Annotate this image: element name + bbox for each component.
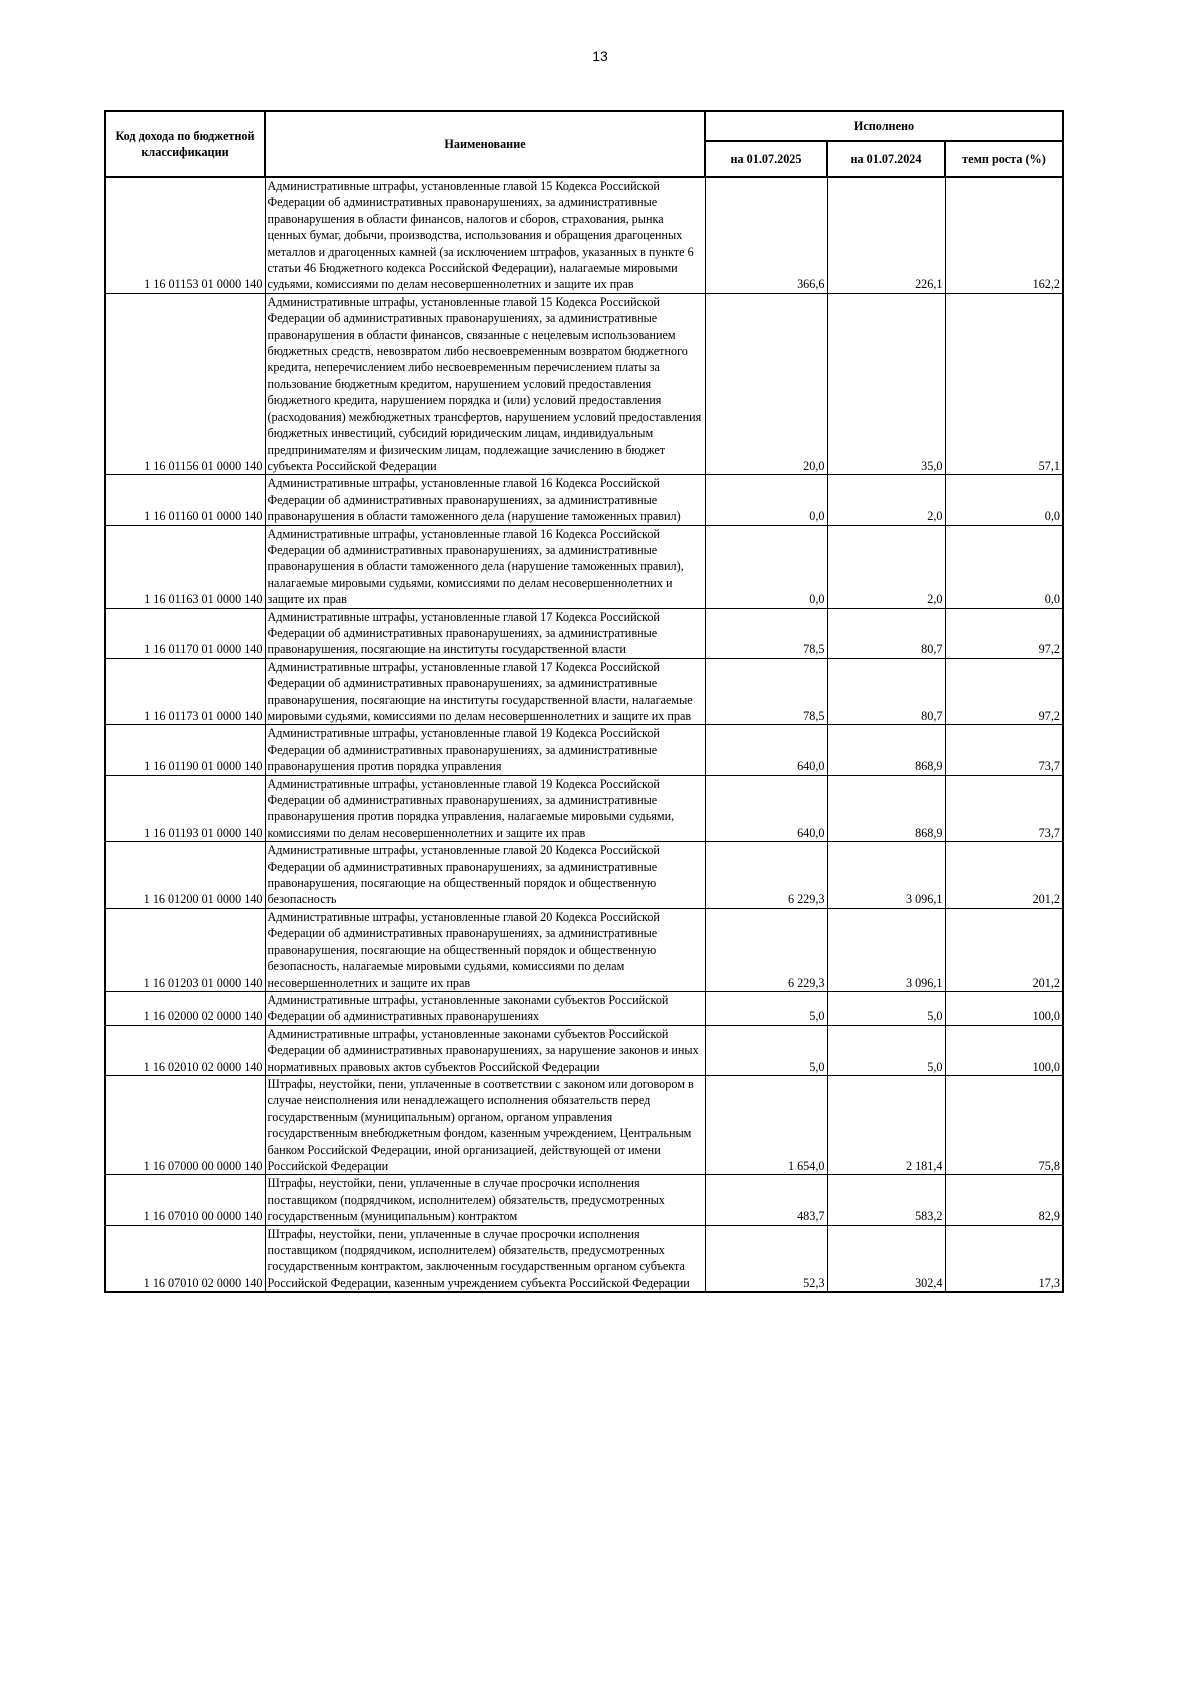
row-value-2024: 3 096,1 [827,842,945,909]
row-code: 1 16 01190 01 0000 140 [105,725,265,775]
header-date-2025: на 01.07.2025 [705,141,827,177]
table-row [105,1225,1063,1292]
row-name: Административные штрафы, установленные главой 15 Кодекса Российской Федерации об административных правонарушениях, за административные правонарушения в области финансов, связанные с нецелевым использованием бюджетных средств, невозвратом либо несвоевременным возвратом бюджетного кредита, неперечислением либо несвоевременным перечислением платы за пользование бюджетным кредитом, нарушением условий предоставления бюджетного кредита, нарушением порядка и (или) условий предоставления (расходования) межбюджетных трансфертов, нарушением условий предоставления бюджетных инвестиций, субсидий юридическим лицам, индивидуальным предпринимателям и физическим лицам, подлежащие зачислению в бюджет субъекта Российской Федерации [265,293,705,474]
table-row [105,1025,1063,1075]
row-code: 1 16 01156 01 0000 140 [105,293,265,474]
table-row [105,908,1063,991]
table-row [105,475,1063,525]
row-value-2024: 80,7 [827,658,945,725]
row-code: 1 16 07010 02 0000 140 [105,1225,265,1292]
row-value-2024: 302,4 [827,1225,945,1292]
row-name: Административные штрафы, установленные главой 19 Кодекса Российской Федерации об административных правонарушениях, за административные правонарушения против порядка управления, налагаемые мировыми судьями, комиссиями по делам несовершеннолетних и защите их прав [265,775,705,842]
row-code: 1 16 02010 02 0000 140 [105,1025,265,1075]
table-row [105,842,1063,909]
table-row [105,725,1063,775]
revenue-table [104,110,1064,1293]
row-value-2024: 583,2 [827,1175,945,1225]
row-name: Административные штрафы, установленные главой 19 Кодекса Российской Федерации об административных правонарушениях, за административные правонарушения против порядка управления [265,725,705,775]
row-value-2024: 2,0 [827,525,945,608]
row-name: Административные штрафы, установленные главой 20 Кодекса Российской Федерации об административных правонарушениях, за административные правонарушения, посягающие на общественный порядок и общественную безопасность [265,842,705,909]
table-body [105,177,1063,1292]
row-growth: 73,7 [945,775,1063,842]
row-name: Административные штрафы, установленные главой 16 Кодекса Российской Федерации об административных правонарушениях, за административные правонарушения в области таможенного дела (нарушение таможенных правил), налагаемые мировыми судьями, комиссиями по делам несовершеннолетних и защите их прав [265,525,705,608]
row-value-2024: 5,0 [827,1025,945,1075]
row-value-2025: 1 654,0 [705,1075,827,1174]
table-row [105,775,1063,842]
header-name: Наименование [265,111,705,177]
row-growth: 97,2 [945,608,1063,658]
table-header [105,111,1063,177]
row-code: 1 16 01153 01 0000 140 [105,177,265,293]
table-row [105,658,1063,725]
row-growth: 73,7 [945,725,1063,775]
row-growth: 162,2 [945,177,1063,293]
row-value-2024: 868,9 [827,775,945,842]
row-value-2025: 52,3 [705,1225,827,1292]
table-row [105,177,1063,293]
row-growth: 17,3 [945,1225,1063,1292]
row-code: 1 16 01163 01 0000 140 [105,525,265,608]
row-value-2025: 78,5 [705,658,827,725]
row-code: 1 16 02000 02 0000 140 [105,991,265,1025]
table-row [105,293,1063,474]
row-name: Административные штрафы, установленные законами субъектов Российской Федерации об административных правонарушениях, за нарушение законов и иных нормативных правовых актов субъектов Российской Федерации [265,1025,705,1075]
row-growth: 97,2 [945,658,1063,725]
row-code: 1 16 01203 01 0000 140 [105,908,265,991]
row-growth: 100,0 [945,1025,1063,1075]
row-value-2024: 35,0 [827,293,945,474]
row-growth: 57,1 [945,293,1063,474]
row-value-2025: 366,6 [705,177,827,293]
row-name: Административные штрафы, установленные главой 16 Кодекса Российской Федерации об административных правонарушениях, за административные правонарушения в области таможенного дела (нарушение таможенных правил) [265,475,705,525]
row-code: 1 16 07010 00 0000 140 [105,1175,265,1225]
row-value-2025: 5,0 [705,1025,827,1075]
row-code: 1 16 01160 01 0000 140 [105,475,265,525]
row-value-2025: 0,0 [705,525,827,608]
row-name: Штрафы, неустойки, пени, уплаченные в соответствии с законом или договором в случае неисполнения или ненадлежащего исполнения обязательств перед государственным (муниципальным) органом, органом управления государственным внебюджетным фондом, казенным учреждением, Центральным банком Российской Федерации, иной организацией, действующей от имени Российской Федерации [265,1075,705,1174]
row-value-2024: 2,0 [827,475,945,525]
row-name: Штрафы, неустойки, пени, уплаченные в случае просрочки исполнения поставщиком (подрядчиком, исполнителем) обязательств, предусмотренных государственным контрактом, заключенным государственным органом субъекта Российской Федерации, казенным учреждением субъекта Российской Федерации [265,1225,705,1292]
row-code: 1 16 01193 01 0000 140 [105,775,265,842]
row-value-2024: 3 096,1 [827,908,945,991]
row-name: Административные штрафы, установленные законами субъектов Российской Федерации об административных правонарушениях [265,991,705,1025]
page-number: 13 [592,48,608,64]
table-row [105,608,1063,658]
row-value-2024: 2 181,4 [827,1075,945,1174]
row-value-2024: 226,1 [827,177,945,293]
row-code: 1 16 01170 01 0000 140 [105,608,265,658]
table-row [105,1175,1063,1225]
row-name: Административные штрафы, установленные главой 17 Кодекса Российской Федерации об административных правонарушениях, за административные правонарушения, посягающие на институты государственной власти [265,608,705,658]
row-growth: 100,0 [945,991,1063,1025]
row-name: Административные штрафы, установленные главой 17 Кодекса Российской Федерации об административных правонарушениях, за административные правонарушения, посягающие на институты государственной власти, налагаемые мировыми судьями, комиссиями по делам несовершеннолетних и защите их прав [265,658,705,725]
row-code: 1 16 07000 00 0000 140 [105,1075,265,1174]
row-value-2025: 78,5 [705,608,827,658]
row-code: 1 16 01200 01 0000 140 [105,842,265,909]
row-value-2025: 483,7 [705,1175,827,1225]
row-value-2024: 5,0 [827,991,945,1025]
row-value-2025: 5,0 [705,991,827,1025]
row-name: Административные штрафы, установленные главой 15 Кодекса Российской Федерации об административных правонарушениях, за административные правонарушения в области финансов, налогов и сборов, страхования, рынка ценных бумаг, добычи, производства, использования и обращения драгоценных металлов и драгоценных камней (за исключением штрафов, указанных в пункте 6 статьи 46 Бюджетного кодекса Российской Федерации), налагаемые мировыми судьями, комиссиями по делам несовершеннолетних и защите их прав [265,177,705,293]
row-value-2024: 80,7 [827,608,945,658]
row-growth: 82,9 [945,1175,1063,1225]
row-code: 1 16 01173 01 0000 140 [105,658,265,725]
row-value-2025: 0,0 [705,475,827,525]
table-row [105,991,1063,1025]
header-code: Код дохода по бюджетной классификации [105,111,265,177]
table-row [105,1075,1063,1174]
row-growth: 0,0 [945,475,1063,525]
row-growth: 0,0 [945,525,1063,608]
table-row [105,525,1063,608]
row-value-2025: 6 229,3 [705,842,827,909]
row-value-2025: 640,0 [705,725,827,775]
row-growth: 75,8 [945,1075,1063,1174]
row-growth: 201,2 [945,842,1063,909]
row-name: Административные штрафы, установленные главой 20 Кодекса Российской Федерации об административных правонарушениях, за административные правонарушения, посягающие на общественный порядок и общественную безопасность, налагаемые мировыми судьями, комиссиями по делам несовершеннолетних и защите их прав [265,908,705,991]
row-name: Штрафы, неустойки, пени, уплаченные в случае просрочки исполнения поставщиком (подрядчиком, исполнителем) обязательств, предусмотренных государственным (муниципальным) контрактом [265,1175,705,1225]
header-date-2024: на 01.07.2024 [827,141,945,177]
row-value-2025: 20,0 [705,293,827,474]
row-growth: 201,2 [945,908,1063,991]
header-growth: темп роста (%) [945,141,1063,177]
row-value-2025: 6 229,3 [705,908,827,991]
row-value-2025: 640,0 [705,775,827,842]
row-value-2024: 868,9 [827,725,945,775]
header-executed: Исполнено [705,111,1063,141]
